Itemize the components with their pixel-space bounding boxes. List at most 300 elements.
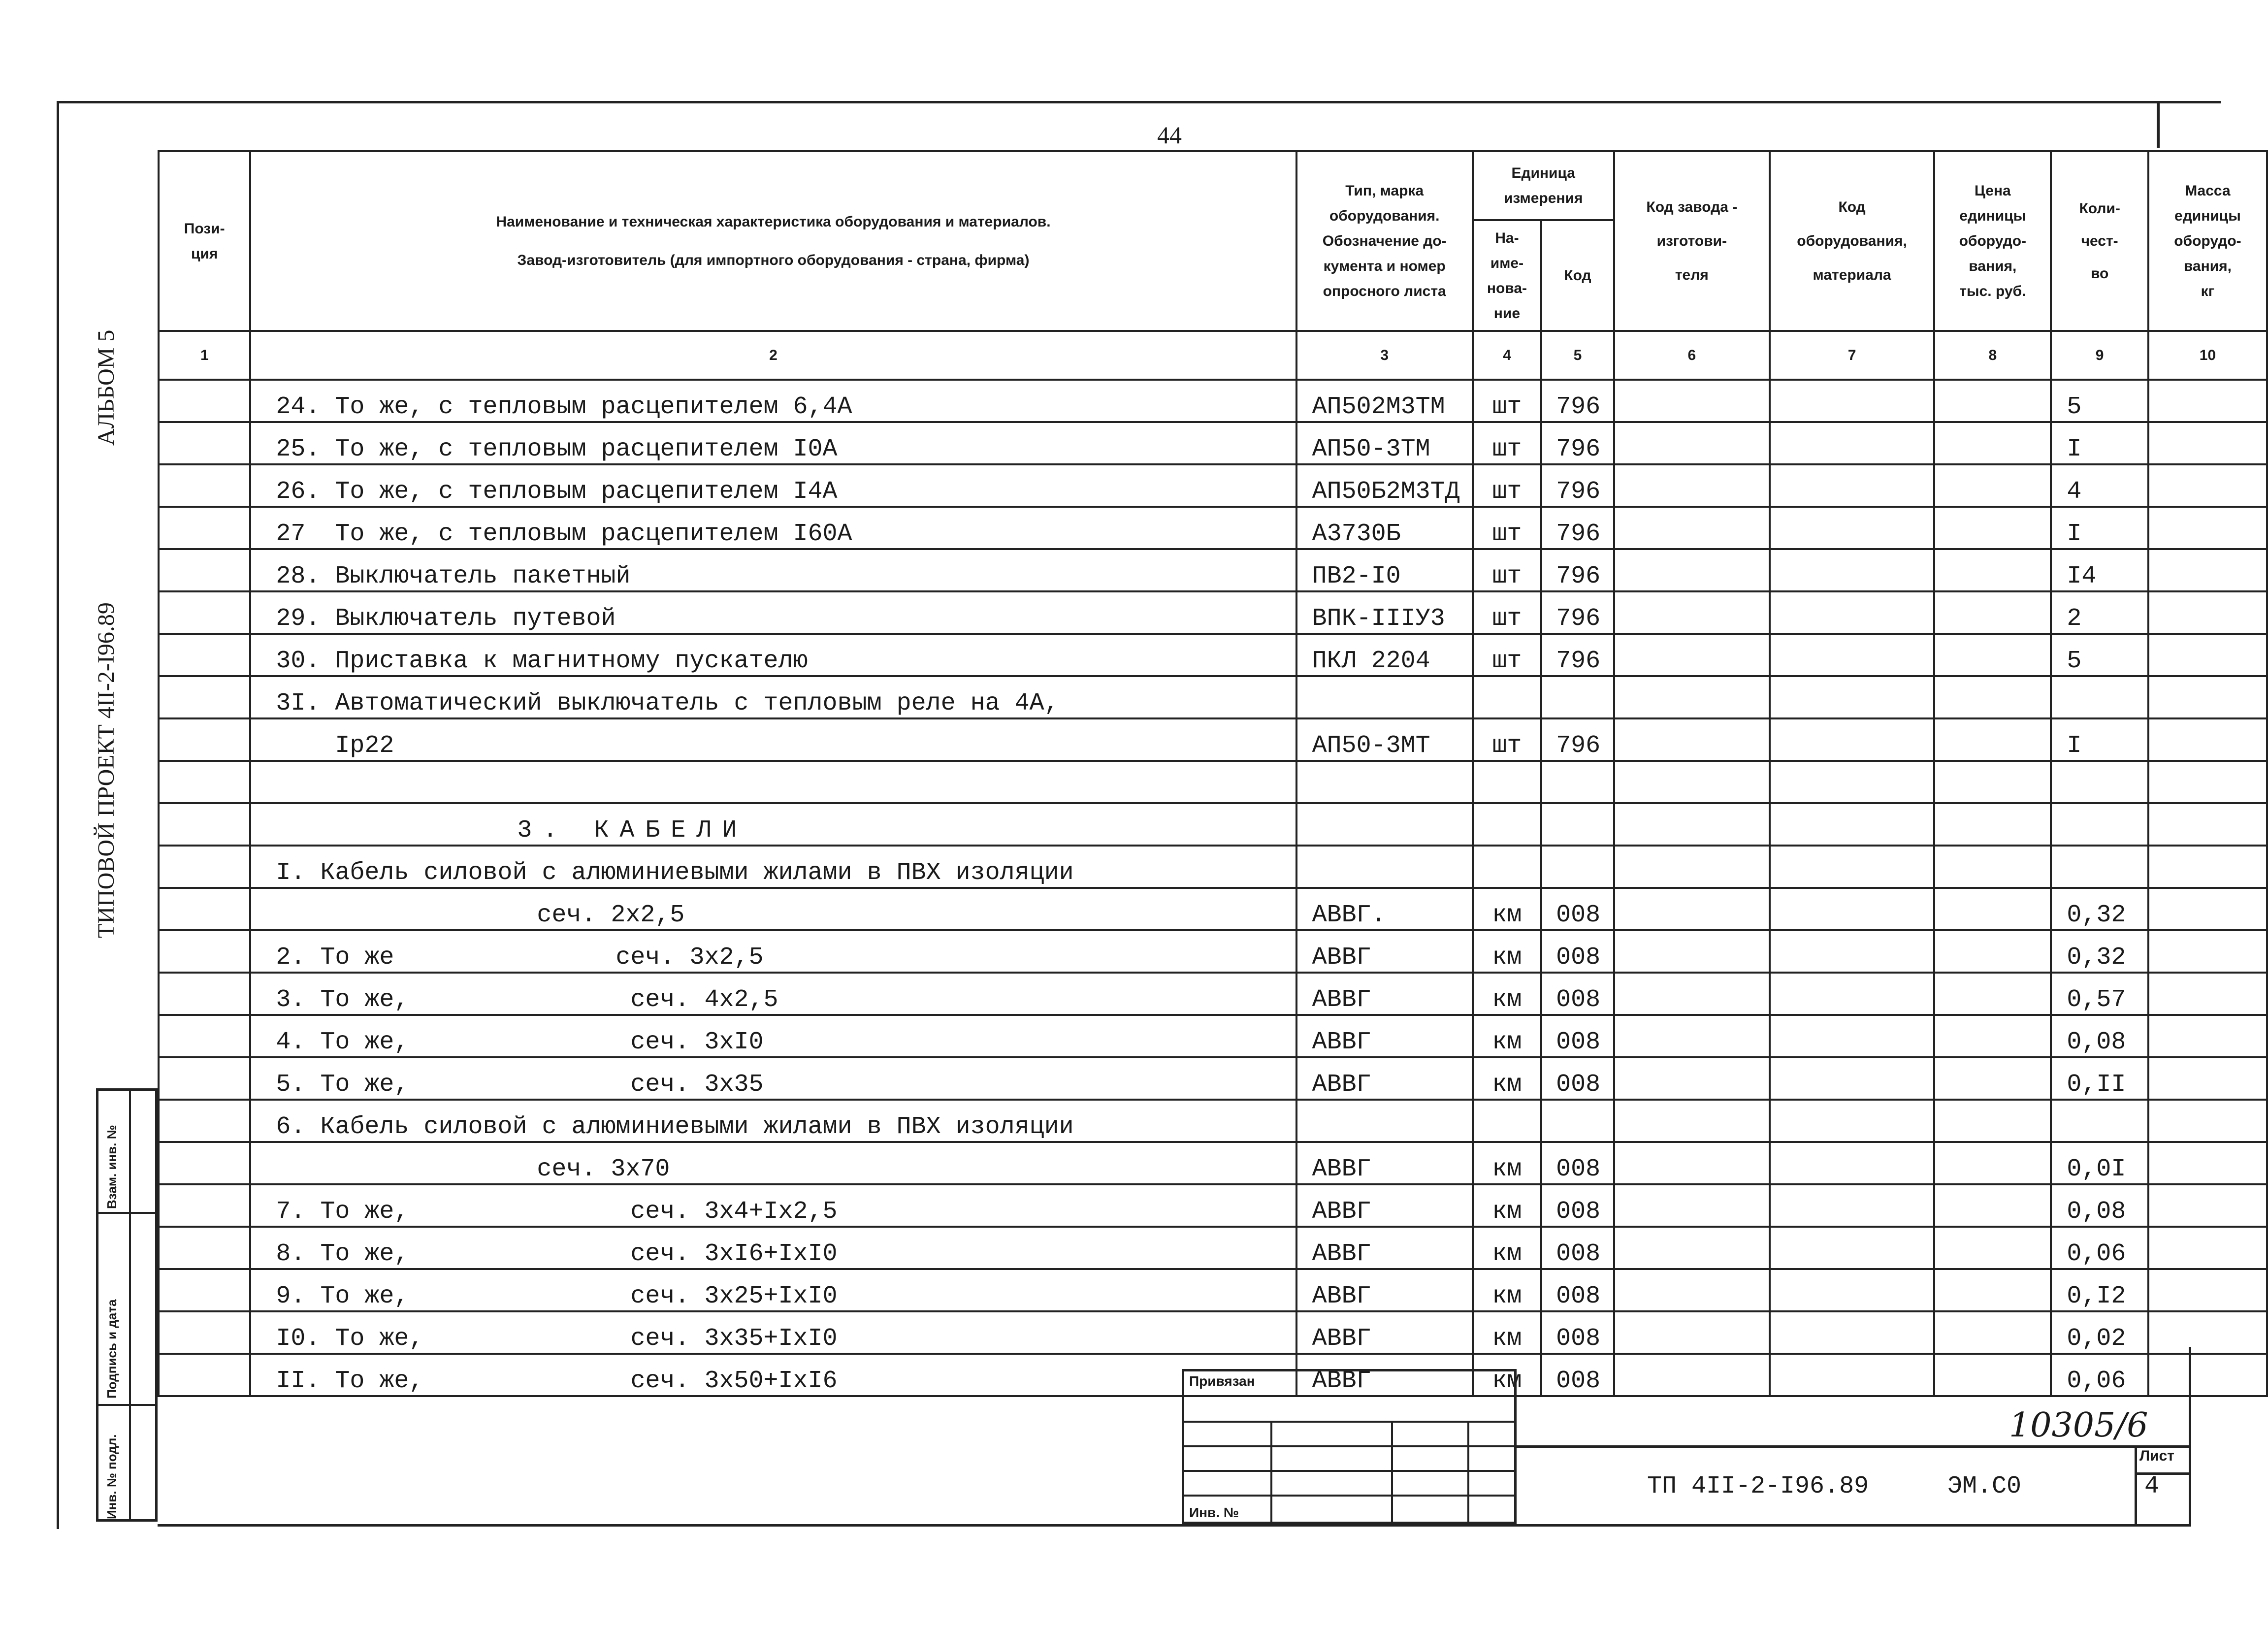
cell-qty: 0,0I xyxy=(2051,1142,2148,1184)
cell-price xyxy=(1934,1311,2051,1354)
item-section: сеч. 3х4+Iх2,5 xyxy=(630,1198,838,1226)
header-unit-name: На- име- нова- ние xyxy=(1473,220,1541,331)
table-row xyxy=(159,1057,2267,1100)
cell-qty: 5 xyxy=(2051,380,2148,422)
cell-qty: 0,06 xyxy=(2051,1227,2148,1269)
cell-name xyxy=(250,718,1296,761)
cell-unit-code: 796 xyxy=(1541,549,1614,591)
cell-pos xyxy=(159,1227,250,1269)
cell-pos xyxy=(159,1311,250,1354)
item-name: Ip22 xyxy=(276,732,394,760)
col-number: 1 xyxy=(159,331,250,380)
cell-pos xyxy=(159,1184,250,1227)
cell-type: ПВ2-I0 xyxy=(1296,549,1473,591)
cell-unit-code: 008 xyxy=(1541,1354,1614,1396)
cell-type: АП50-3МТ xyxy=(1296,718,1473,761)
cell-pos xyxy=(159,1015,250,1057)
cell-mass xyxy=(2148,507,2267,549)
table-row xyxy=(159,549,2267,591)
cell-price xyxy=(1934,591,2051,634)
cell-pos xyxy=(159,549,250,591)
item-name: 3. То же, xyxy=(276,986,409,1014)
item-name: II. То же, xyxy=(276,1367,424,1395)
cell-price xyxy=(1934,676,2051,718)
cell-qty: 5 xyxy=(2051,634,2148,676)
cell-qty: I xyxy=(2051,507,2148,549)
header-equip-code: Код оборудования, материала xyxy=(1770,151,1934,331)
table-row xyxy=(159,1015,2267,1057)
cell-price xyxy=(1934,422,2051,464)
cell-factory xyxy=(1614,1142,1770,1184)
header-price: Цена единицы оборудо- вания, тыс. руб. xyxy=(1934,151,2051,331)
cell-mass xyxy=(2148,1184,2267,1227)
table-row xyxy=(159,1269,2267,1311)
cell-qty: I4 xyxy=(2051,549,2148,591)
cell-equip-code xyxy=(1770,1142,1934,1184)
cell-equip-code xyxy=(1770,1100,1934,1142)
cell-unit: шт xyxy=(1473,718,1541,761)
cell-equip-code xyxy=(1770,1057,1934,1100)
cell-factory xyxy=(1614,930,1770,973)
cell-equip-code xyxy=(1770,888,1934,930)
cell-empty xyxy=(1934,803,2051,846)
cell-unit-code: 796 xyxy=(1541,507,1614,549)
cell-mass xyxy=(2148,676,2267,718)
cell-unit-code: 008 xyxy=(1541,888,1614,930)
cell-type: АВВГ xyxy=(1296,973,1473,1015)
cell-equip-code xyxy=(1770,464,1934,507)
cell-equip-code xyxy=(1770,761,1934,803)
cell-pos xyxy=(159,380,250,422)
cell-factory xyxy=(1614,973,1770,1015)
item-name: 2. То же xyxy=(276,944,394,972)
cell-factory xyxy=(1614,1100,1770,1142)
cell-unit-code xyxy=(1541,846,1614,888)
cell-name xyxy=(250,846,1296,888)
cell-price xyxy=(1934,634,2051,676)
cell-pos xyxy=(159,803,250,846)
cell-pos xyxy=(159,973,250,1015)
cell-mass xyxy=(2148,1354,2267,1396)
cell-type xyxy=(1296,846,1473,888)
table-row xyxy=(159,422,2267,464)
cell-unit-code xyxy=(1541,1100,1614,1142)
table-row xyxy=(159,1184,2267,1227)
cell-equip-code xyxy=(1770,1269,1934,1311)
col-number: 7 xyxy=(1770,331,1934,380)
cell-factory xyxy=(1614,1227,1770,1269)
cell-unit: шт xyxy=(1473,549,1541,591)
stamp-podpis-data: Подпись и дата xyxy=(104,1299,119,1399)
cell-type: АВВГ xyxy=(1296,930,1473,973)
cell-pos xyxy=(159,464,250,507)
table-row xyxy=(159,1311,2267,1354)
item-name: I. Кабель силовой с алюминиевыми жилами в ПВХ изоляции xyxy=(276,859,1074,887)
item-section: сеч. 4х2,5 xyxy=(630,986,778,1014)
specification-table xyxy=(158,150,2268,1397)
cell-equip-code xyxy=(1770,973,1934,1015)
cell-unit-code: 796 xyxy=(1541,591,1614,634)
cell-name xyxy=(250,507,1296,549)
cell-empty xyxy=(1296,803,1473,846)
cell-factory xyxy=(1614,380,1770,422)
cell-factory xyxy=(1614,888,1770,930)
cell-qty: 0,08 xyxy=(2051,1184,2148,1227)
cell-unit: км xyxy=(1473,930,1541,973)
cell-name xyxy=(250,973,1296,1015)
cell-factory xyxy=(1614,464,1770,507)
cell-unit-code: 796 xyxy=(1541,422,1614,464)
cell-equip-code xyxy=(1770,591,1934,634)
table-row xyxy=(159,380,2267,422)
sheet-value: 4 xyxy=(2144,1472,2160,1500)
cell-qty: 2 xyxy=(2051,591,2148,634)
table-row xyxy=(159,634,2267,676)
handwritten-number: 10305/6 xyxy=(2009,1406,2148,1445)
cell-equip-code xyxy=(1770,846,1934,888)
cell-empty xyxy=(1473,803,1541,846)
cell-mass xyxy=(2148,973,2267,1015)
cell-unit-code: 008 xyxy=(1541,1184,1614,1227)
cell-unit: шт xyxy=(1473,464,1541,507)
table-row xyxy=(159,676,2267,718)
item-name: 24. То же, с тепловым расцепителем 6,4А xyxy=(276,393,852,421)
cell-type: АВВГ. xyxy=(1296,888,1473,930)
cell-type xyxy=(1296,1100,1473,1142)
cell-qty: 4 xyxy=(2051,464,2148,507)
cell-unit: шт xyxy=(1473,591,1541,634)
cell-price xyxy=(1934,507,2051,549)
cell-price xyxy=(1934,1142,2051,1184)
stamp-inv-podl: Инв. № подл. xyxy=(104,1434,119,1519)
item-section: сеч. 3хI0 xyxy=(630,1028,764,1056)
cell-type: А3730Б xyxy=(1296,507,1473,549)
cell-equip-code xyxy=(1770,1184,1934,1227)
cell-name xyxy=(250,380,1296,422)
cell-price xyxy=(1934,888,2051,930)
cell-empty xyxy=(2051,803,2148,846)
cell-unit: км xyxy=(1473,1015,1541,1057)
cell-qty xyxy=(2051,1100,2148,1142)
cell-equip-code xyxy=(1770,634,1934,676)
cell-unit xyxy=(1473,676,1541,718)
cell-name xyxy=(250,1057,1296,1100)
item-name: 29. Выключатель путевой xyxy=(276,605,616,633)
cell-unit: шт xyxy=(1473,422,1541,464)
cell-type xyxy=(1296,761,1473,803)
cell-empty xyxy=(1541,803,1614,846)
cell-unit: шт xyxy=(1473,634,1541,676)
cell-equip-code xyxy=(1770,930,1934,973)
cell-unit: км xyxy=(1473,1184,1541,1227)
cell-qty: 0,02 xyxy=(2051,1311,2148,1354)
privyazan-block xyxy=(1182,1369,1517,1524)
cell-qty: 0,06 xyxy=(2051,1354,2148,1396)
cell-unit-code: 008 xyxy=(1541,1142,1614,1184)
table-row xyxy=(159,1142,2267,1184)
cell-mass xyxy=(2148,591,2267,634)
cell-unit-code: 008 xyxy=(1541,1057,1614,1100)
cell-unit: км xyxy=(1473,973,1541,1015)
frame-right-border xyxy=(2189,1347,2191,1527)
cell-pos xyxy=(159,718,250,761)
cell-unit: км xyxy=(1473,1057,1541,1100)
cell-type: АВВГ xyxy=(1296,1269,1473,1311)
cell-price xyxy=(1934,973,2051,1015)
col-number: 4 xyxy=(1473,331,1541,380)
cell-mass xyxy=(2148,1227,2267,1269)
cell-unit xyxy=(1473,846,1541,888)
frame-left-border xyxy=(57,101,59,1529)
cell-price xyxy=(1934,1015,2051,1057)
table-row xyxy=(159,464,2267,507)
cell-qty: 0,I2 xyxy=(2051,1269,2148,1311)
col-number: 10 xyxy=(2148,331,2267,380)
cell-type: АВВГ xyxy=(1296,1015,1473,1057)
cell-unit-code: 008 xyxy=(1541,1311,1614,1354)
table-body xyxy=(159,380,2267,1396)
cell-type: ВПК-IIIУ3 xyxy=(1296,591,1473,634)
cell-mass xyxy=(2148,380,2267,422)
cell-factory xyxy=(1614,549,1770,591)
cell-name xyxy=(250,761,1296,803)
col-number: 6 xyxy=(1614,331,1770,380)
cell-equip-code xyxy=(1770,380,1934,422)
item-name: 7. То же, xyxy=(276,1198,409,1226)
cell-price xyxy=(1934,464,2051,507)
item-section: сеч. 3хI6+IхI0 xyxy=(630,1240,838,1268)
cell-name xyxy=(250,1184,1296,1227)
cell-factory xyxy=(1614,718,1770,761)
header-name: Наименование и техническая характеристика оборудования и материалов. Завод-изготовитель (для импортного оборудования - страна, фирма) xyxy=(250,151,1296,331)
cell-price xyxy=(1934,1354,2051,1396)
cell-mass xyxy=(2148,1015,2267,1057)
item-name: 27 То же, с тепловым расцепителем I60А xyxy=(276,520,852,548)
item-name: 9. То же, xyxy=(276,1282,409,1310)
cell-qty: 0,32 xyxy=(2051,888,2148,930)
cell-qty: 0,57 xyxy=(2051,973,2148,1015)
header-qty: Коли- чест- во xyxy=(2051,151,2148,331)
table-row xyxy=(159,507,2267,549)
cell-price xyxy=(1934,718,2051,761)
item-section: сеч. 3х35 xyxy=(630,1071,764,1099)
cell-unit: шт xyxy=(1473,380,1541,422)
item-section: сеч. 3х70 xyxy=(537,1155,670,1183)
cell-type xyxy=(1296,676,1473,718)
cell-pos xyxy=(159,1354,250,1396)
document-mark: ЭМ.С0 xyxy=(1947,1472,2022,1500)
item-section: сеч. 3х2,5 xyxy=(616,944,764,972)
left-stamp xyxy=(96,1088,158,1522)
document-code: ТП 4II-2-I96.89 xyxy=(1647,1472,1869,1500)
cell-unit-code: 008 xyxy=(1541,1227,1614,1269)
side-project-label: ТИПОВОЙ ПРОЕКТ 4II-2-I96.89 xyxy=(93,602,119,938)
header-pos: Пози- ция xyxy=(159,151,250,331)
cell-pos xyxy=(159,846,250,888)
cell-unit-code: 796 xyxy=(1541,634,1614,676)
cell-mass xyxy=(2148,549,2267,591)
cell-mass xyxy=(2148,888,2267,930)
table-row xyxy=(159,1100,2267,1142)
col-number: 5 xyxy=(1541,331,1614,380)
cell-price xyxy=(1934,1184,2051,1227)
cell-equip-code xyxy=(1770,1354,1934,1396)
cell-name xyxy=(250,1142,1296,1184)
cell-price xyxy=(1934,930,2051,973)
cell-price xyxy=(1934,1227,2051,1269)
cell-qty xyxy=(2051,676,2148,718)
cell-name xyxy=(250,464,1296,507)
cell-unit-code: 796 xyxy=(1541,380,1614,422)
header-mass: Масса единицы оборудо- вания, кг xyxy=(2148,151,2267,331)
side-album-label: АЛЬБОМ 5 xyxy=(93,329,119,446)
cell-factory xyxy=(1614,1311,1770,1354)
cell-price xyxy=(1934,761,2051,803)
cell-equip-code xyxy=(1770,1015,1934,1057)
stamp-vzam-inv: Взам. инв. № xyxy=(104,1125,119,1209)
cell-pos xyxy=(159,930,250,973)
cell-unit-code: 008 xyxy=(1541,973,1614,1015)
cell-unit: км xyxy=(1473,888,1541,930)
cell-pos xyxy=(159,1057,250,1100)
privyazan-label: Привязан xyxy=(1189,1373,1255,1389)
cell-pos xyxy=(159,1142,250,1184)
cell-name xyxy=(250,1354,1296,1396)
title-block-line xyxy=(1517,1445,2189,1448)
item-name: 25. То же, с тепловым расцепителем I0А xyxy=(276,435,838,463)
sheet-label: Лист xyxy=(2139,1448,2174,1464)
frame-bottom-border xyxy=(158,1524,2189,1527)
item-name: 30. Приставка к магнитному пускателю xyxy=(276,647,808,675)
cell-name xyxy=(250,591,1296,634)
cell-mass xyxy=(2148,1311,2267,1354)
cell-equip-code xyxy=(1770,422,1934,464)
cell-mass xyxy=(2148,846,2267,888)
cell-unit-code: 008 xyxy=(1541,1269,1614,1311)
cell-qty: 0,08 xyxy=(2051,1015,2148,1057)
table-row xyxy=(159,718,2267,761)
cell-name xyxy=(250,930,1296,973)
frame-top-border xyxy=(57,101,2221,103)
cell-price xyxy=(1934,1100,2051,1142)
cell-qty: I xyxy=(2051,422,2148,464)
item-section: сеч. 3х25+IхI0 xyxy=(630,1282,838,1310)
cell-factory xyxy=(1614,846,1770,888)
col-number: 3 xyxy=(1296,331,1473,380)
cell-mass xyxy=(2148,718,2267,761)
cell-equip-code xyxy=(1770,1311,1934,1354)
cell-equip-code xyxy=(1770,676,1934,718)
cell-unit xyxy=(1473,1100,1541,1142)
cell-type: АВВГ xyxy=(1296,1142,1473,1184)
cell-mass xyxy=(2148,930,2267,973)
cell-unit-code xyxy=(1541,761,1614,803)
cell-empty xyxy=(1614,803,1770,846)
cell-unit-code xyxy=(1541,676,1614,718)
cell-factory xyxy=(1614,1057,1770,1100)
cell-name xyxy=(250,1227,1296,1269)
header-row-1 xyxy=(159,151,2267,220)
cell-factory xyxy=(1614,1354,1770,1396)
page-number: 44 xyxy=(1157,121,1182,149)
cell-name xyxy=(250,422,1296,464)
cell-price xyxy=(1934,1269,2051,1311)
cell-factory xyxy=(1614,1015,1770,1057)
cell-equip-code xyxy=(1770,549,1934,591)
cell-qty: 0,II xyxy=(2051,1057,2148,1100)
cell-empty xyxy=(1770,803,1934,846)
cell-factory xyxy=(1614,591,1770,634)
cell-equip-code xyxy=(1770,718,1934,761)
item-section: сеч. 3х35+IхI0 xyxy=(630,1325,838,1353)
cell-pos xyxy=(159,1100,250,1142)
header-factory: Код завода - изготови- теля xyxy=(1614,151,1770,331)
cell-type: АП50Б2М3ТД xyxy=(1296,464,1473,507)
cell-unit-code: 008 xyxy=(1541,930,1614,973)
col-number: 9 xyxy=(2051,331,2148,380)
item-name: 8. То же, xyxy=(276,1240,409,1268)
section-title: 3. КАБЕЛИ xyxy=(250,803,1296,846)
cell-mass xyxy=(2148,1142,2267,1184)
cell-type: АП50-3ТМ xyxy=(1296,422,1473,464)
cell-name xyxy=(250,676,1296,718)
cell-unit: км xyxy=(1473,1269,1541,1311)
header-unit-code: Код xyxy=(1541,220,1614,331)
cell-name xyxy=(250,634,1296,676)
item-name: 6. Кабель силовой с алюминиевыми жилами в ПВХ изоляции xyxy=(276,1113,1074,1141)
table-row xyxy=(159,973,2267,1015)
cell-equip-code xyxy=(1770,1227,1934,1269)
cell-factory xyxy=(1614,1269,1770,1311)
cell-pos xyxy=(159,591,250,634)
cell-pos xyxy=(159,761,250,803)
column-number-row xyxy=(159,331,2267,380)
cell-qty: I xyxy=(2051,718,2148,761)
cell-name xyxy=(250,888,1296,930)
cell-price xyxy=(1934,1057,2051,1100)
cell-unit xyxy=(1473,761,1541,803)
table-row xyxy=(159,1227,2267,1269)
cell-unit-code: 796 xyxy=(1541,464,1614,507)
cell-price xyxy=(1934,846,2051,888)
header-type: Тип, марка оборудования. Обозначение до- кумента и номер опросного листа xyxy=(1296,151,1473,331)
cell-pos xyxy=(159,888,250,930)
cell-pos xyxy=(159,507,250,549)
cell-mass xyxy=(2148,422,2267,464)
cell-price xyxy=(1934,380,2051,422)
table-row xyxy=(159,888,2267,930)
col-number: 2 xyxy=(250,331,1296,380)
cell-type: АВВГ xyxy=(1296,1184,1473,1227)
cell-name xyxy=(250,1100,1296,1142)
cell-equip-code xyxy=(1770,507,1934,549)
cell-factory xyxy=(1614,676,1770,718)
cell-name xyxy=(250,549,1296,591)
cell-factory xyxy=(1614,1184,1770,1227)
item-name: 26. То же, с тепловым расцепителем I4А xyxy=(276,478,838,506)
item-name: I0. То же, xyxy=(276,1325,424,1353)
item-name: 5. То же, xyxy=(276,1071,409,1099)
cell-qty: 0,32 xyxy=(2051,930,2148,973)
cell-qty xyxy=(2051,846,2148,888)
col-number: 8 xyxy=(1934,331,2051,380)
table-row xyxy=(159,591,2267,634)
cell-factory xyxy=(1614,422,1770,464)
cell-factory xyxy=(1614,634,1770,676)
cell-mass xyxy=(2148,1100,2267,1142)
item-section: сеч. 3х50+IхI6 xyxy=(630,1367,838,1395)
cell-pos xyxy=(159,1269,250,1311)
